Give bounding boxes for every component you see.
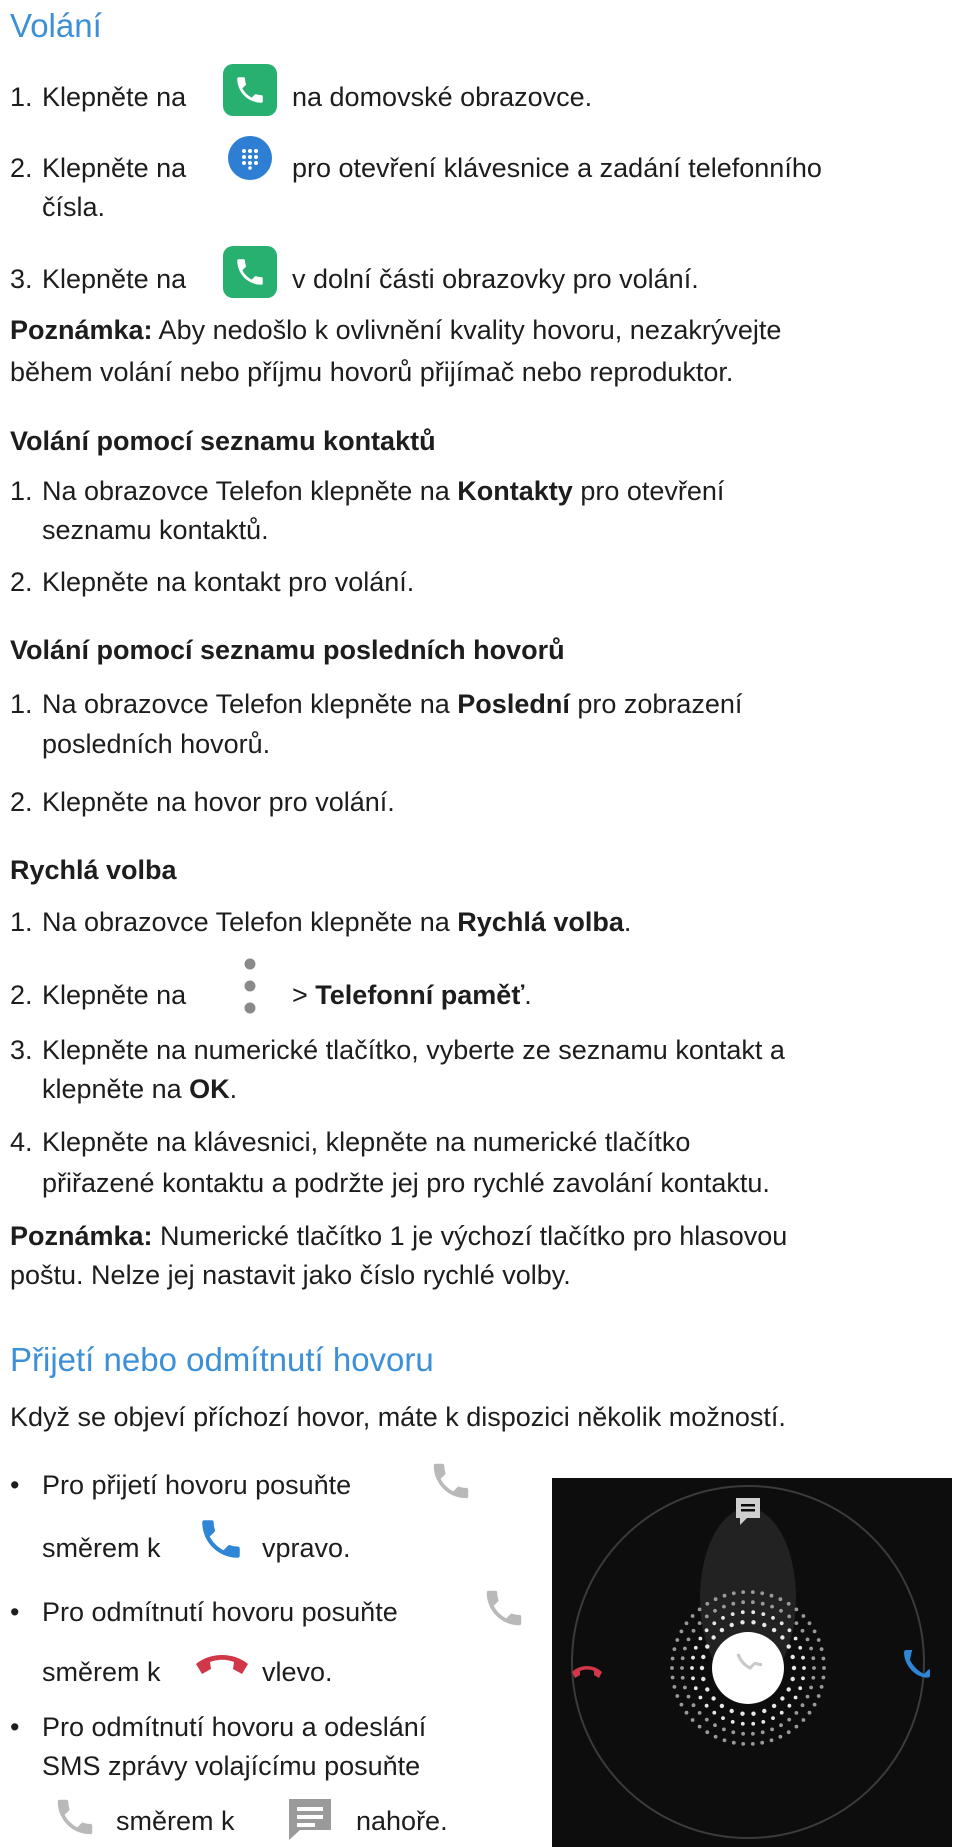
dialpad-icon (228, 136, 272, 180)
step-2: 2. Klepněte na (10, 153, 187, 183)
bullet-2-direction-end: vlevo. (262, 1657, 333, 1687)
note-1: Poznámka: Aby nedošlo k ovlivnění kvality hovoru, nezakrývejte (10, 315, 782, 345)
note-2: Poznámka: Numerické tlačítko 1 je výchozí tlačítko pro hlasovou (10, 1221, 788, 1251)
contacts-step-1: 1. Na obrazovce Telefon klepněte na Kontakty pro otevření (10, 476, 725, 506)
recent-step-2: 2. Klepněte na hovor pro volání. (10, 787, 395, 817)
bullet-3-text: Pro odmítnutí hovoru a odeslání (42, 1712, 427, 1742)
note-1-cont: během volání nebo příjmu hovorů přijímač nebo reproduktor. (10, 357, 734, 387)
handset-grey-icon (428, 1458, 474, 1509)
speed-step-4-cont: přiřazené kontaktu a podržte jej pro rychlé zavolání kontaktu. (42, 1168, 770, 1198)
more-options-icon (240, 955, 260, 1017)
heading-speed-dial: Rychlá volba (10, 855, 177, 885)
bullet-2-text: Pro odmítnutí hovoru posuňte (42, 1597, 398, 1627)
speed-step-3: 3. Klepněte na numerické tlačítko, vyberte ze seznamu kontakt a (10, 1035, 785, 1065)
answer-handset-icon (196, 1514, 246, 1569)
handset-grey-icon (481, 1585, 527, 1636)
bullet-marker: • (10, 1597, 20, 1627)
step-1: 1. Klepněte na (10, 82, 187, 112)
speed-step-1: 1. Na obrazovce Telefon klepněte na Rychlá volba. (10, 907, 632, 937)
speed-step-2-text: > Telefonní paměť. (292, 980, 532, 1010)
step-2-cont: čísla. (42, 192, 106, 222)
step-1-text: na domovské obrazovce. (292, 82, 593, 112)
section-title-answer-reject: Přijetí nebo odmítnutí hovoru (10, 1341, 434, 1378)
contacts-step-1-cont: seznamu kontaktů. (42, 515, 269, 545)
section-title-calling: Volání (10, 7, 102, 44)
message-icon (286, 1796, 334, 1847)
step-3: 3. Klepněte na (10, 264, 187, 294)
heading-recent: Volání pomocí seznamu posledních hovorů (10, 635, 565, 665)
speed-step-2: 2. Klepněte na (10, 980, 187, 1010)
bullet-2-direction: směrem k (42, 1657, 161, 1687)
phone-call-icon (223, 246, 277, 298)
bullet-3-direction-end: nahoře. (356, 1806, 448, 1836)
section-2-intro: Když se objeví příchozí hovor, máte k dispozici několik možností. (10, 1402, 786, 1432)
phone-app-icon (223, 64, 277, 116)
incoming-call-screenshot (552, 1478, 952, 1847)
recent-step-1-cont: posledních hovorů. (42, 729, 271, 759)
bullet-1-text: Pro přijetí hovoru posuňte (42, 1470, 352, 1500)
bullet-1-direction: směrem k (42, 1533, 161, 1563)
bullet-marker: • (10, 1470, 20, 1500)
handset-grey-icon (52, 1794, 98, 1845)
bullet-3-text-cont: SMS zprávy volajícímu posuňte (42, 1751, 421, 1781)
note-2-cont: poštu. Nelze jej nastavit jako číslo rychlé volby. (10, 1260, 571, 1290)
recent-step-1: 1. Na obrazovce Telefon klepněte na Poslední pro zobrazení (10, 689, 743, 719)
step-2-text: pro otevření klávesnice a zadání telefonního (292, 153, 822, 183)
speed-step-4: 4. Klepněte na klávesnici, klepněte na numerické tlačítko (10, 1127, 691, 1157)
bullet-1-direction-end: vpravo. (262, 1533, 351, 1563)
bullet-marker: • (10, 1712, 20, 1742)
speed-step-3-cont: klepněte na OK. (42, 1074, 238, 1104)
decline-handset-icon (192, 1648, 252, 1687)
heading-contacts: Volání pomocí seznamu kontaktů (10, 426, 436, 456)
step-3-text: v dolní části obrazovky pro volání. (292, 264, 699, 294)
bullet-3-direction: směrem k (116, 1806, 235, 1836)
contacts-step-2: 2. Klepněte na kontakt pro volání. (10, 567, 415, 597)
